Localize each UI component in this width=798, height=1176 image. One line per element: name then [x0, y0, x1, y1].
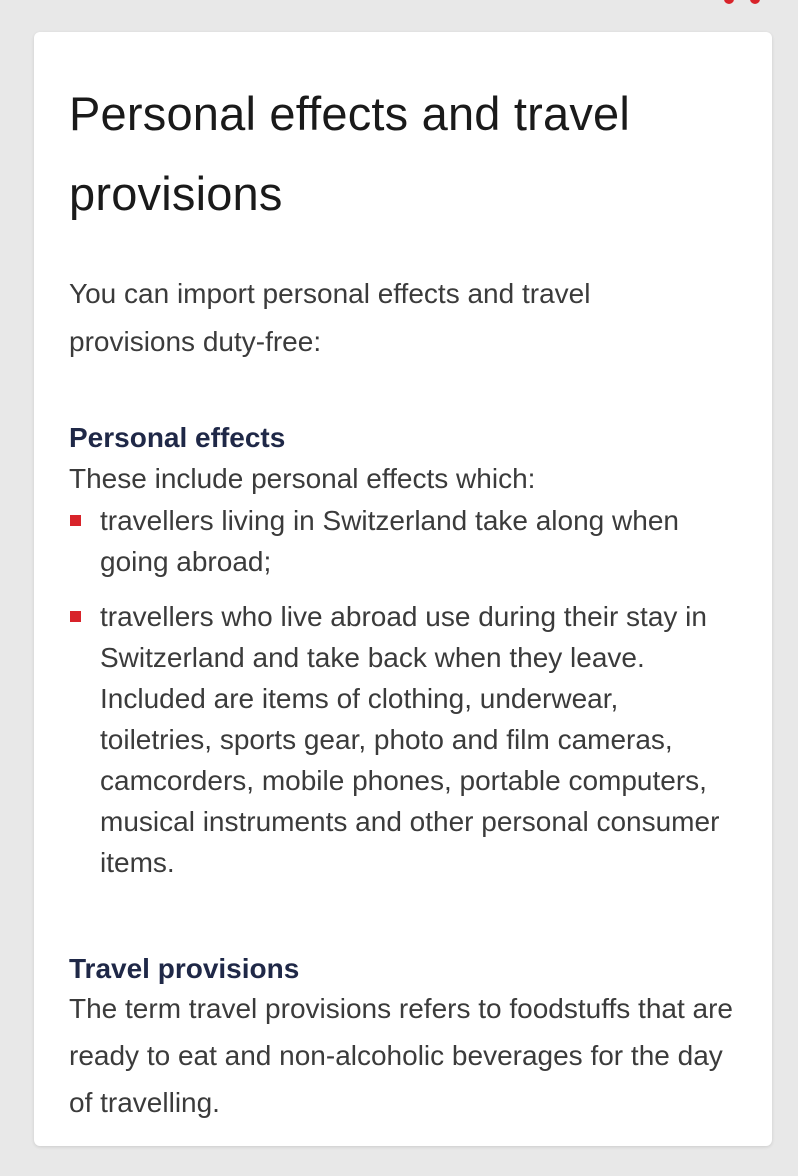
list-item-text: travellers living in Switzerland take along when going abroad;	[100, 505, 679, 577]
personal-effects-lead: These include personal effects which:	[69, 463, 536, 494]
list-item-text: travellers who live abroad use during their stay in Switzerland and take back when they leave. Included are items of clothing, underwear, toiletries, sports gear, photo and film cameras, camcorders, mobile phones, portable computers, musical instruments and other personal consumer items.	[100, 601, 720, 878]
personal-effects-list	[69, 500, 736, 883]
list-item	[69, 596, 736, 883]
personal-effects-section	[69, 418, 736, 883]
info-card	[34, 32, 772, 1146]
square-bullet-icon	[70, 611, 81, 622]
travel-provisions-text: The term travel provisions refers to foodstuffs that are ready to eat and non-alcoholic beverages for the day of travelling.	[69, 993, 734, 1118]
corner-decoration	[724, 0, 768, 8]
red-dot-icon	[724, 0, 734, 4]
section-heading-personal-effects: Personal effects	[69, 422, 286, 453]
square-bullet-icon	[70, 515, 81, 526]
list-item	[69, 500, 736, 582]
section-heading-travel-provisions: Travel provisions	[69, 953, 300, 984]
travel-provisions-section	[69, 949, 736, 1126]
card-title: Personal effects and travel provisions	[69, 87, 631, 220]
red-dot-icon	[750, 0, 760, 4]
intro-text: You can import personal effects and travel provisions duty-free:	[69, 278, 591, 357]
